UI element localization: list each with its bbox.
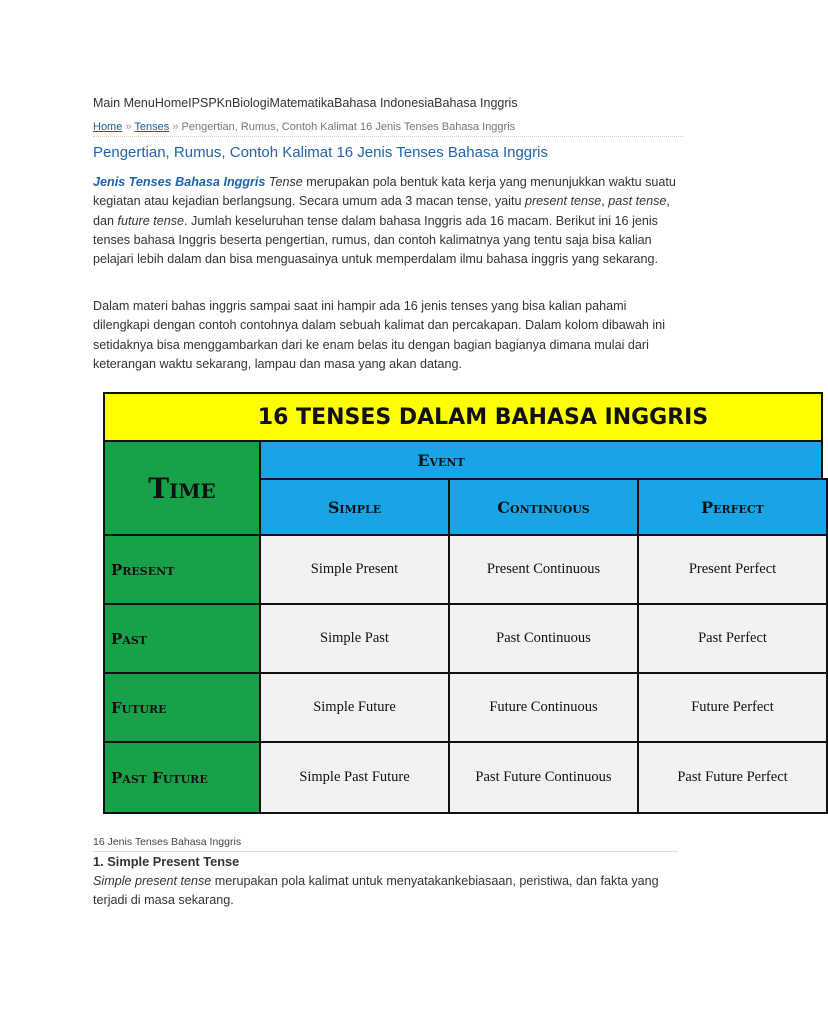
intro-paragraph [93,173,683,269]
simple-present-term: Simple present tense [93,874,212,888]
time-header: Time [103,440,261,536]
breadcrumb-home-link[interactable]: Home [93,121,123,133]
table-title-text: 16 TENSES DALAM BAHASA INGGRIS [257,404,709,430]
table-cell: Simple Past [259,603,450,674]
intro-comma: , [601,194,609,209]
tenses-table [103,392,788,814]
image-caption: 16 Jenis Tenses Bahasa Inggris [93,836,678,852]
page-title: Pengertian, Rumus, Contoh Kalimat 16 Jenis Tenses Bahasa Inggris [93,144,548,161]
column-header-continuous: Continuous [448,478,639,536]
section-paragraph [93,872,683,911]
tenses-table-image [103,392,803,814]
table-cell: Past Future Perfect [637,741,828,814]
column-header-perfect: Perfect [637,478,828,536]
section-paragraph-text: merupakan pola kalimat untuk menyatakankebiasaan, peristiwa, dan fakta yang terjadi di masa sekarang. [93,874,659,908]
lead-term: Jenis Tenses Bahasa Inggris [93,175,266,189]
breadcrumb [93,121,683,137]
second-paragraph: Dalam materi bahas inggris sampai saat ini hampir ada 16 jenis tenses yang bisa kalian pahami dilengkapi dengan contoh contohnya dalam sebuah kalimat dan percakapan. Dalam kolom dibawah ini setidaknya bisa menggambarkan dari ke enam belas itu dengan bagian bagianya dimana mulai dari keterangan waktu sekarang, lampau dan masa yang akan datang. [93,299,665,371]
main-menu[interactable]: Main MenuHomeIPSPKnBiologiMatematikaBahasa IndonesiaBahasa Inggris [93,96,518,110]
present-tense-term: present tense [524,194,602,209]
table-cell: Past Future Continuous [448,741,639,814]
tense-word: Tense [268,175,303,189]
breadcrumb-separator: » [172,121,179,133]
table-cell: Simple Future [259,672,450,743]
table-cell: Simple Present [259,534,450,605]
section-heading: 1. Simple Present Tense [93,854,240,869]
table-cell: Simple Past Future [259,741,450,814]
table-cell: Past Perfect [637,603,828,674]
breadcrumb-current: Pengertian, Rumus, Contoh Kalimat 16 Jenis Tenses Bahasa Inggris [181,121,516,133]
breadcrumb-tenses-link[interactable]: Tenses [134,121,170,133]
row-label-past-future: Past Future [103,741,261,814]
intro-and: , dan [93,194,670,228]
intro-text-2: . Jumlah keseluruhan tense dalam bahasa Inggris ada 16 macam. Berikut ini 16 jenis tenses bahasa Inggris beserta pengertian, rumus, dan contoh kalimatnya yang tentu saja bisa kalian pelajari lebih dalam dan bisa menguasainya untuk memperdalam ilmu bahasa inggris yang sekarang. [93,213,658,267]
event-header-text: Event [417,450,465,470]
row-label-present: Present [103,534,261,605]
table-cell: Future Perfect [637,672,828,743]
row-label-future: Future [103,672,261,743]
event-header [259,440,823,480]
table-cell: Present Perfect [637,534,828,605]
breadcrumb-separator: » [125,121,132,133]
intro-text-1: merupakan pola bentuk kata kerja yang menunjukkan waktu suatu kegiatan atau kejadian berlangsung. Secara umum ada 3 macan tense, yaitu [93,175,676,209]
table-cell: Present Continuous [448,534,639,605]
future-tense-term: future tense [117,213,185,228]
table-cell: Past Continuous [448,603,639,674]
table-cell: Future Continuous [448,672,639,743]
row-label-past: Past [103,603,261,674]
past-tense-term: past tense [608,194,667,209]
table-title [103,392,823,442]
column-header-simple: Simple [259,478,450,536]
